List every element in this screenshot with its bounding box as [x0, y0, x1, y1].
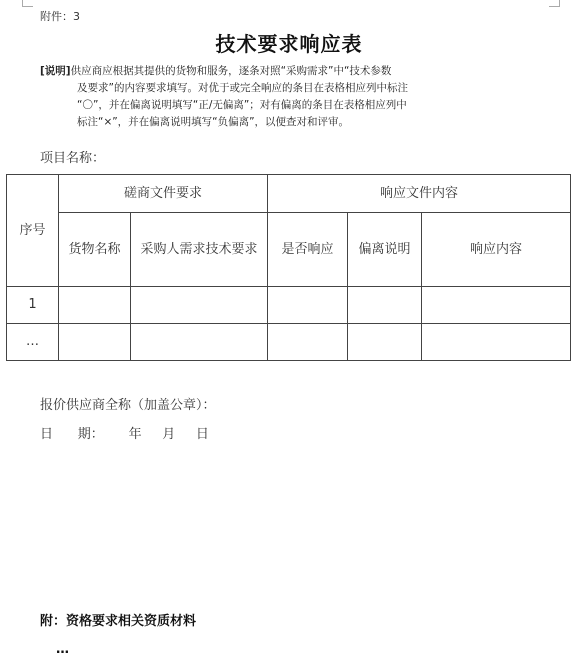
response-table [6, 174, 571, 361]
header-group-requirements: 磋商文件要求 [59, 175, 268, 213]
note-line-3: “〇”，并在偏离说明填写“正/无偏离”；对有偏离的条目在表格相应列中 [77, 99, 407, 111]
note-line-1 [40, 63, 540, 80]
page-corner-mark-left [22, 0, 33, 7]
cell-goods-name[interactable] [59, 287, 131, 324]
document-title: 技术要求响应表 [215, 32, 363, 56]
header-response-content: 响应内容 [422, 213, 571, 287]
cell-response-content[interactable] [422, 287, 571, 324]
note-line-2: 及要求”的内容要求填写。对优于或完全响应的条目在表格相应列中标注 [77, 82, 408, 94]
attachment-label: 附件：3 [40, 10, 80, 23]
cell-goods-name[interactable] [59, 324, 131, 361]
appendix-heading: 附：资格要求相关资质材料 [40, 614, 197, 629]
table-row [7, 324, 571, 361]
header-seq: 序号 [7, 175, 59, 287]
table-header-row-1 [7, 175, 571, 213]
header-goods-name: 货物名称 [59, 213, 131, 287]
cell-is-responsive[interactable] [268, 324, 348, 361]
cell-tech-requirements[interactable] [131, 287, 268, 324]
header-tech-requirements: 采购人需求技术要求 [131, 213, 268, 287]
note-text-1: 供应商应根据其提供的货物和服务，逐条对照“采购需求”中“技术参数 [70, 65, 392, 77]
supplier-name-label: 报价供应商全称（加盖公章）： [40, 398, 216, 413]
cell-deviation[interactable] [348, 287, 422, 324]
page-corner-mark-right [549, 0, 560, 7]
cell-tech-requirements[interactable] [131, 324, 268, 361]
project-name-label: 项目名称： [40, 151, 106, 166]
instruction-note [40, 63, 540, 131]
header-group-response: 响应文件内容 [268, 175, 571, 213]
cell-response-content[interactable] [422, 324, 571, 361]
note-line-4: 标注“×”，并在偏离说明填写“负偏离”，以便查对和评审。 [77, 116, 350, 128]
table-header-row-2 [7, 213, 571, 287]
header-deviation: 偏离说明 [348, 213, 422, 287]
appendix-ellipsis: … [56, 642, 69, 657]
note-label: [说明] [40, 65, 71, 77]
header-is-responsive: 是否响应 [268, 213, 348, 287]
cell-deviation[interactable] [348, 324, 422, 361]
table-row [7, 287, 571, 324]
row-seq: 1 [7, 287, 59, 324]
cell-is-responsive[interactable] [268, 287, 348, 324]
row-seq: … [7, 324, 59, 361]
date-line: 日 期： 年 月 日 [40, 427, 209, 442]
